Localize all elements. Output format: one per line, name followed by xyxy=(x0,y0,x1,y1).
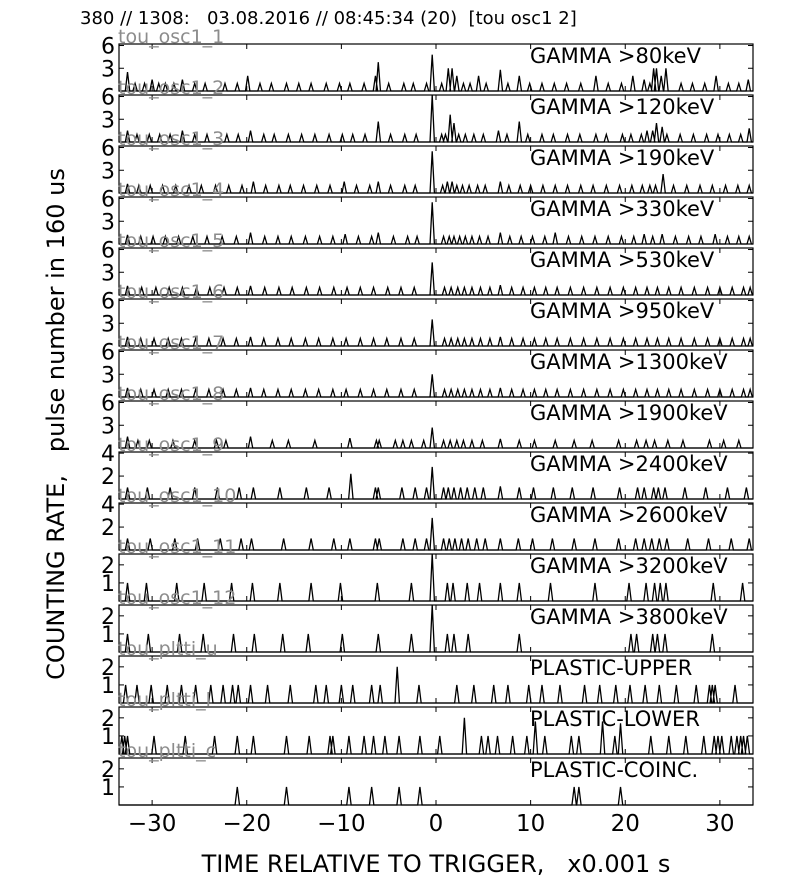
panel-id-tou_osc1_9: tou_osc1_9 xyxy=(118,434,225,456)
y-tick-label-tou_osc1_11-2: 2 xyxy=(101,553,115,579)
panel-title-tou_osc1_6: GAMMA >950keV xyxy=(530,299,715,323)
panel-title-tou_osc1_3: GAMMA >190keV xyxy=(530,146,715,170)
y-tick-label-tou_osc1_12-2: 2 xyxy=(101,604,115,630)
panel-id-tou_osc1_3: tou_osc1_3 xyxy=(118,128,225,150)
panel-id-tou_osc1_11: tou_osc1_11 xyxy=(118,536,237,558)
y-tick-label-tou_osc1_6-3: 3 xyxy=(101,312,115,338)
y-tick-label-tou_osc1_11-1: 1 xyxy=(101,571,115,597)
panel-title-tou_osc1_1: GAMMA >80keV xyxy=(530,44,701,68)
panel-title-tou_osc1_8: GAMMA >1900keV xyxy=(530,401,728,425)
y-tick-label-tou_osc1_3-6: 6 xyxy=(101,136,115,162)
y-tick-label-tou_osc1_5-6: 6 xyxy=(101,238,115,264)
y-tick-label-tou_osc1_5-3: 3 xyxy=(101,261,115,287)
y-tick-label-tou_osc1_1-6: 6 xyxy=(101,34,115,60)
y-tick-label-tou_pltti_c-1: 1 xyxy=(101,775,115,801)
x-tick-label-30: 30 xyxy=(705,811,735,837)
y-tick-label-tou_osc1_4-6: 6 xyxy=(101,187,115,213)
y-tick-label-tou_osc1_1-3: 3 xyxy=(101,57,115,83)
y-tick-label-tou_osc1_2-3: 3 xyxy=(101,108,115,134)
y-axis-label: COUNTING RATE, pulse number in 160 us xyxy=(42,168,70,680)
panel-id-tou_osc1_10: tou_osc1_10 xyxy=(118,485,237,507)
y-tick-label-tou_pltti_c-2: 2 xyxy=(101,757,115,783)
panel-title-tou_pltti_u: PLASTIC-UPPER xyxy=(530,656,693,680)
x-tick-label--30: −30 xyxy=(127,811,177,837)
panel-title-tou_osc1_4: GAMMA >330keV xyxy=(530,197,715,221)
y-tick-label-tou_osc1_6-6: 6 xyxy=(101,289,115,315)
panel-title-tou_osc1_7: GAMMA >1300keV xyxy=(530,350,728,374)
panel-id-tou_pltti_c: tou_pltti_c xyxy=(118,740,217,762)
y-tick-label-tou_osc1_9-4: 4 xyxy=(101,442,115,468)
panel-id-tou_osc1_12: tou_osc1_12 xyxy=(118,587,237,609)
x-tick-label--20: −20 xyxy=(222,811,272,837)
panel-id-tou_pltti_u: tou_pltti_u xyxy=(118,638,218,660)
y-tick-label-tou_osc1_7-3: 3 xyxy=(101,363,115,389)
panel-title-tou_osc1_2: GAMMA >120keV xyxy=(530,95,715,119)
panel-id-tou_osc1_6: tou_osc1_6 xyxy=(118,281,225,303)
y-tick-label-tou_pltti_l-1: 1 xyxy=(101,724,115,750)
panel-title-tou_osc1_5: GAMMA >530keV xyxy=(530,248,715,272)
panel-title-tou_osc1_10: GAMMA >2600keV xyxy=(530,503,728,527)
y-tick-label-tou_osc1_2-6: 6 xyxy=(101,85,115,111)
panel-title-tou_pltti_c: PLASTIC-COINC. xyxy=(530,758,699,782)
x-tick-label-0: 0 xyxy=(428,811,444,837)
y-tick-label-tou_pltti_u-1: 1 xyxy=(101,673,115,699)
panel-title-tou_osc1_11: GAMMA >3200keV xyxy=(530,554,728,578)
y-tick-label-tou_osc1_7-6: 6 xyxy=(101,340,115,366)
panel-id-tou_osc1_4: tou_osc1_4 xyxy=(118,179,225,201)
panel-id-tou_osc1_1: tou_osc1_1 xyxy=(118,26,225,48)
y-tick-label-tou_osc1_10-4: 4 xyxy=(101,493,115,519)
chart-header: 380 // 1308: 03.08.2016 // 08:45:34 (20) [tou osc1 2] xyxy=(80,8,577,29)
panel-id-tou_osc1_8: tou_osc1_8 xyxy=(118,383,225,405)
x-tick-label-10: 10 xyxy=(515,811,546,837)
y-tick-label-tou_osc1_9-2: 2 xyxy=(101,465,115,491)
panel-title-tou_osc1_9: GAMMA >2400keV xyxy=(530,452,728,476)
panel-title-tou_osc1_12: GAMMA >3800keV xyxy=(530,605,728,629)
panel-id-tou_osc1_2: tou_osc1_2 xyxy=(118,77,225,99)
y-tick-label-tou_osc1_10-2: 2 xyxy=(101,516,115,542)
y-tick-label-tou_osc1_8-3: 3 xyxy=(101,414,115,440)
panel-id-tou_osc1_5: tou_osc1_5 xyxy=(118,230,225,252)
y-tick-label-tou_pltti_l-2: 2 xyxy=(101,706,115,732)
y-tick-label-tou_osc1_4-3: 3 xyxy=(101,210,115,236)
panel-id-tou_osc1_7: tou_osc1_7 xyxy=(118,332,225,354)
x-tick-label--10: −10 xyxy=(317,811,366,837)
y-tick-label-tou_pltti_u-2: 2 xyxy=(101,655,115,681)
y-tick-label-tou_osc1_3-3: 3 xyxy=(101,159,115,185)
y-tick-label-tou_osc1_12-1: 1 xyxy=(101,622,115,648)
x-axis-label: TIME RELATIVE TO TRIGGER, x0.001 s xyxy=(201,850,671,878)
panel-id-tou_pltti_l: tou_pltti_l xyxy=(118,689,211,711)
x-tick-label-20: 20 xyxy=(610,811,640,837)
panel-title-tou_pltti_l: PLASTIC-LOWER xyxy=(530,707,700,731)
y-tick-label-tou_osc1_8-6: 6 xyxy=(101,391,115,417)
